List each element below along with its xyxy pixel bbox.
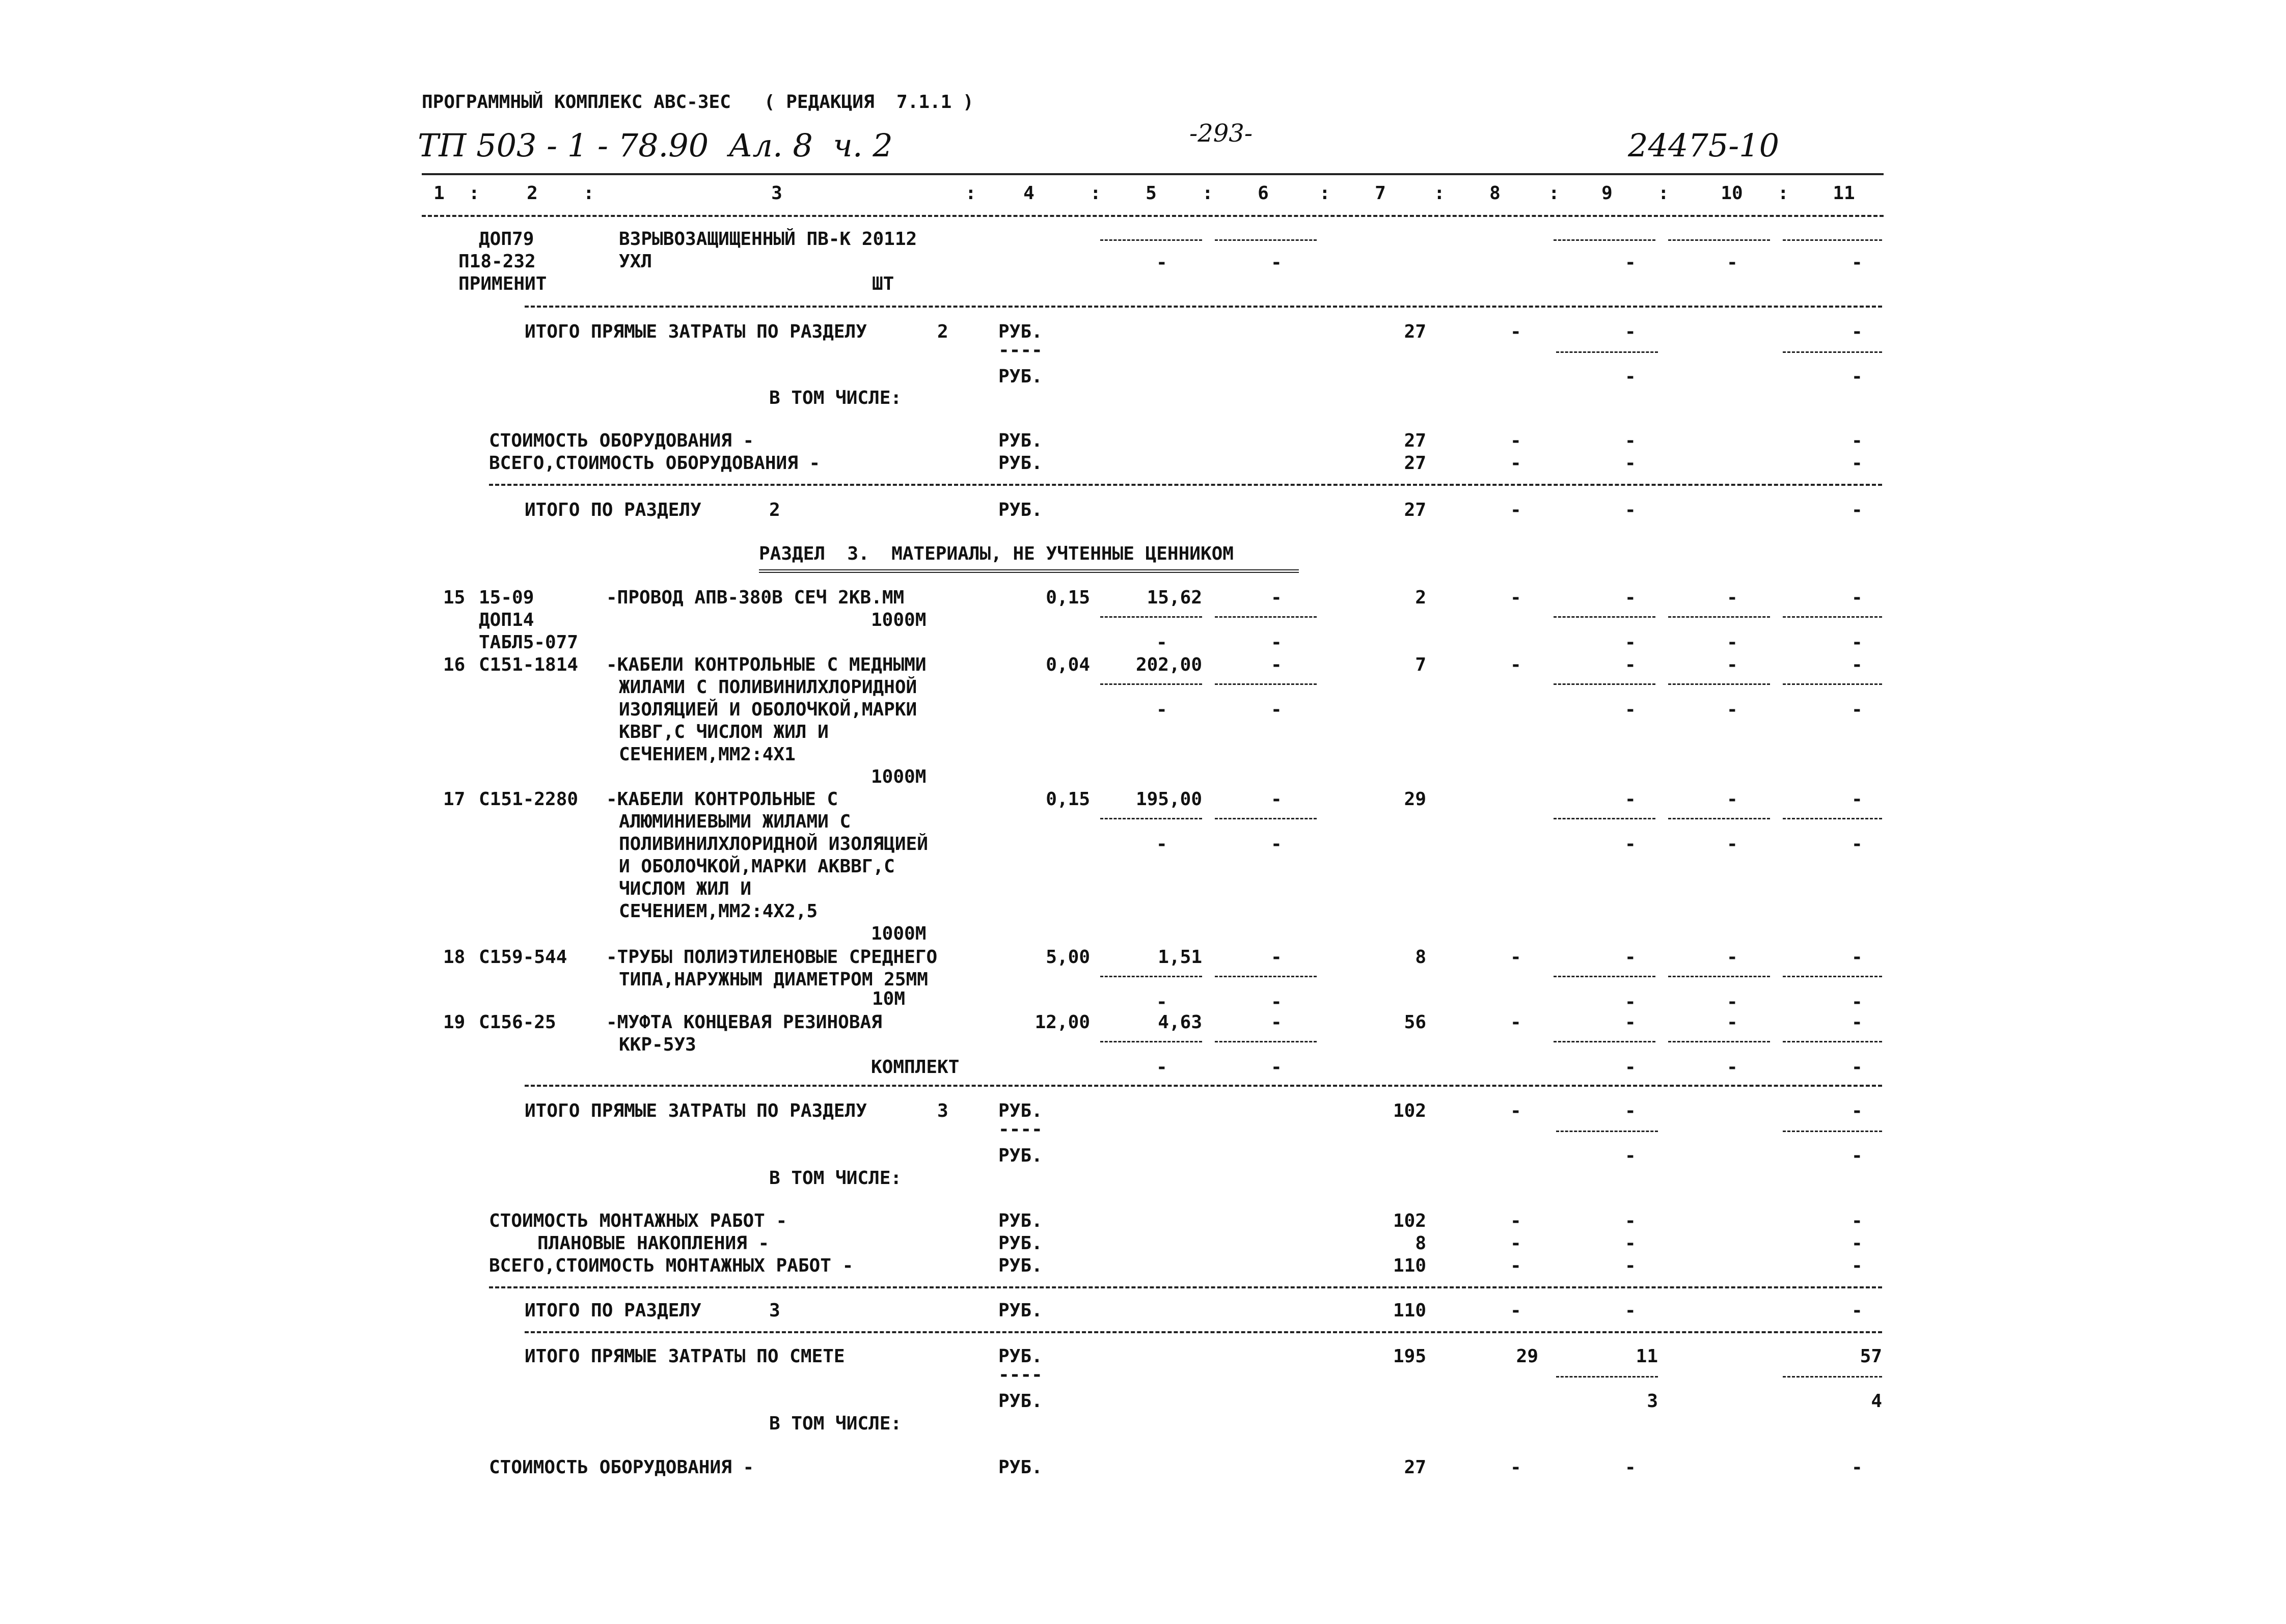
- col-separators: :: [1548, 183, 1560, 204]
- equipment-total-label: ВСЕГО,СТОИМОСТЬ ОБОРУДОВАНИЯ -: [489, 453, 821, 474]
- dash: -: [1852, 654, 1863, 675]
- item-name: ККР-5У3: [619, 1034, 696, 1055]
- currency: РУБ.: [998, 453, 1043, 474]
- item-name: СЕЧЕНИЕМ,ММ2:4Х2,5: [619, 901, 818, 922]
- item-code: ДОП79: [479, 229, 534, 250]
- cell-rule: [1783, 351, 1882, 353]
- item-code: ТАБЛ5-077: [479, 632, 579, 653]
- col-number: 8: [1489, 183, 1501, 204]
- col-number: 2: [527, 183, 538, 204]
- dash: -: [1852, 321, 1863, 342]
- dash: -: [1510, 500, 1521, 520]
- estimate-col11-sub: 4: [1871, 1391, 1882, 1412]
- estimate-col9-sub: 3: [1647, 1391, 1658, 1412]
- item-number: 16: [443, 654, 466, 675]
- item-number: 15: [443, 587, 466, 608]
- section-total-value: 110: [1393, 1300, 1426, 1321]
- item-total: 29: [1404, 789, 1426, 810]
- cell-rule: [1100, 616, 1202, 618]
- dash: -: [1510, 947, 1521, 968]
- dash: -: [1727, 992, 1738, 1012]
- inventory-number: 24475-10: [1628, 127, 1780, 164]
- cell-rule: [1556, 1131, 1658, 1132]
- planned-savings-value: 8: [1415, 1233, 1426, 1254]
- dash: -: [1156, 699, 1167, 720]
- section-total-no: 3: [769, 1300, 780, 1321]
- cell-rule: [1783, 1376, 1882, 1378]
- item-code: С156-25: [479, 1012, 556, 1033]
- dash: -: [1625, 947, 1636, 968]
- currency: РУБ.: [998, 366, 1043, 387]
- dash: -: [1271, 947, 1282, 968]
- item-name: ЧИСЛОМ ЖИЛ И: [619, 878, 752, 899]
- col-number: 11: [1833, 183, 1855, 204]
- dash: -: [1852, 1300, 1863, 1321]
- section-total-no: 2: [769, 500, 780, 520]
- row-rule: [489, 1286, 1882, 1288]
- dash: -: [1625, 1210, 1636, 1231]
- install-total-value: 110: [1393, 1255, 1426, 1276]
- col-number: 1: [433, 183, 445, 204]
- cell-rule: [1556, 351, 1658, 353]
- item-code: С151-1814: [479, 654, 579, 675]
- dash: -: [1625, 1057, 1636, 1078]
- dash: -: [1271, 834, 1282, 855]
- dash: -: [1625, 834, 1636, 855]
- dash: -: [1852, 1012, 1863, 1033]
- section-total-label: ИТОГО ПО РАЗДЕЛУ: [525, 1300, 701, 1321]
- item-total: 8: [1415, 947, 1426, 968]
- cell-rule: [1215, 818, 1317, 819]
- currency: РУБ.: [998, 321, 1043, 342]
- dash: -: [1852, 699, 1863, 720]
- item-price: 4,63: [1158, 1012, 1202, 1033]
- col-number: 4: [1023, 183, 1035, 204]
- cell-rule: [1215, 616, 1317, 618]
- item-total: 7: [1415, 654, 1426, 675]
- dash: -: [1625, 1300, 1636, 1321]
- item-unit: 1000М: [871, 766, 927, 787]
- dash: -: [1625, 789, 1636, 810]
- dash: -: [1852, 789, 1863, 810]
- row-rule: [525, 1331, 1882, 1333]
- dash: -: [1625, 1100, 1636, 1121]
- dash: -: [1852, 834, 1863, 855]
- item-name: -ПРОВОД АПВ-380В СЕЧ 2КВ.ММ: [606, 587, 905, 608]
- dash: -: [1852, 500, 1863, 520]
- item-name: СЕЧЕНИЕМ,ММ2:4Х1: [619, 744, 796, 765]
- row-rule: [525, 306, 1882, 308]
- item-total: 2: [1415, 587, 1426, 608]
- cell-rule: [1668, 976, 1770, 977]
- dash: -: [1625, 1145, 1636, 1166]
- estimate-col9: 11: [1636, 1346, 1658, 1367]
- col-number: 5: [1146, 183, 1157, 204]
- dash: -: [1852, 992, 1863, 1012]
- dash: -: [1727, 947, 1738, 968]
- cell-rule: [1783, 616, 1882, 618]
- col-separators: :: [1090, 183, 1101, 204]
- cell-rule: [1215, 239, 1317, 241]
- dash: -: [1156, 632, 1167, 653]
- cell-rule: [1668, 818, 1770, 819]
- item-name: -КАБЕЛИ КОНТРОЛЬНЫЕ С МЕДНЫМИ: [606, 654, 927, 675]
- item-unit: ШТ: [872, 273, 894, 294]
- dash: -: [1156, 252, 1167, 273]
- item-name: ЖИЛАМИ С ПОЛИВИНИЛХЛОРИДНОЙ: [619, 677, 917, 698]
- direct-cost-label: ИТОГО ПРЯМЫЕ ЗАТРАТЫ ПО РАЗДЕЛУ: [525, 1100, 867, 1121]
- estimate-equipment-label: СТОИМОСТЬ ОБОРУДОВАНИЯ -: [489, 1457, 754, 1478]
- dash: -: [1156, 1057, 1167, 1078]
- currency: РУБ.: [998, 1210, 1043, 1231]
- col-number: 10: [1721, 183, 1743, 204]
- dash: -: [1271, 252, 1282, 273]
- dash: -: [1510, 1457, 1521, 1478]
- dash: -: [1271, 992, 1282, 1012]
- dash: -: [1271, 789, 1282, 810]
- direct-cost-total: 27: [1404, 321, 1426, 342]
- cell-rule: [1556, 1376, 1658, 1378]
- dash: -: [1271, 632, 1282, 653]
- item-unit: 10М: [872, 988, 906, 1009]
- item-price: 195,00: [1135, 789, 1202, 810]
- col-separators: :: [1658, 183, 1669, 204]
- cell-rule: [1668, 239, 1770, 241]
- dash: -: [1510, 1210, 1521, 1231]
- program-title: ПРОГРАММНЫЙ КОМПЛЕКС АВС-3ЕС ( РЕДАКЦИЯ 7.1.1 ): [422, 92, 974, 113]
- dash: -: [1727, 699, 1738, 720]
- item-name: КВВГ,С ЧИСЛОМ ЖИЛ И: [619, 722, 829, 742]
- item-name: -МУФТА КОНЦЕВАЯ РЕЗИНОВАЯ: [606, 1012, 882, 1033]
- cell-rule: [1783, 683, 1882, 685]
- currency: РУБ.: [998, 1100, 1043, 1121]
- cell-rule: [1783, 976, 1882, 977]
- planned-savings-label: ПЛАНОВЫЕ НАКОПЛЕНИЯ -: [537, 1233, 770, 1254]
- cell-rule: [1668, 1041, 1770, 1042]
- dash: -: [1852, 1233, 1863, 1254]
- item-unit: 1000М: [871, 923, 927, 944]
- estimate-col7: 195: [1393, 1346, 1426, 1367]
- cell-rule: [1554, 1041, 1655, 1042]
- dash: -: [1271, 699, 1282, 720]
- col-separators: :: [965, 183, 976, 204]
- cell-rule: [1668, 616, 1770, 618]
- dash: -: [1510, 1300, 1521, 1321]
- col-number: 7: [1375, 183, 1386, 204]
- cell-rule: [1783, 1041, 1882, 1042]
- dash: -: [1852, 1255, 1863, 1276]
- dash: -: [1852, 1145, 1863, 1166]
- including-label: В ТОМ ЧИСЛЕ:: [769, 1168, 902, 1189]
- dash: -: [1510, 321, 1521, 342]
- dash: -: [1625, 1012, 1636, 1033]
- dash: -: [1727, 654, 1738, 675]
- item-price: 202,00: [1135, 654, 1202, 675]
- header-top-rule: [422, 173, 1884, 175]
- dash: -: [1727, 252, 1738, 273]
- dash: -: [1625, 1457, 1636, 1478]
- dash: -: [1625, 654, 1636, 675]
- dash: -: [1625, 632, 1636, 653]
- dash: -: [1852, 1457, 1863, 1478]
- cell-rule: [1100, 976, 1202, 977]
- estimate-col8: 29: [1516, 1346, 1538, 1367]
- item-number: 18: [443, 947, 466, 968]
- dash: -: [1727, 834, 1738, 855]
- cell-rule: [1783, 818, 1882, 819]
- item-quantity: 0,15: [1046, 789, 1090, 810]
- item-name: АЛЮМИНИЕВЫМИ ЖИЛАМИ С: [619, 811, 851, 832]
- item-name: ТИПА,НАРУЖНЫМ ДИАМЕТРОМ 25ММ: [619, 969, 928, 990]
- dash: -: [1852, 632, 1863, 653]
- section-total-label: ИТОГО ПО РАЗДЕЛУ: [525, 500, 701, 520]
- dash: -: [1727, 789, 1738, 810]
- dash: -: [1852, 1100, 1863, 1121]
- dash: -: [1625, 1255, 1636, 1276]
- cell-rule: [1554, 818, 1655, 819]
- install-total-label: ВСЕГО,СТОИМОСТЬ МОНТАЖНЫХ РАБОТ -: [489, 1255, 854, 1276]
- cell-rule: [1554, 239, 1655, 241]
- dash: -: [1156, 834, 1167, 855]
- item-name: ИЗОЛЯЦИЕЙ И ОБОЛОЧКОЙ,МАРКИ: [619, 699, 917, 720]
- col-separators: :: [1319, 183, 1330, 204]
- dash: -: [1510, 453, 1521, 474]
- estimate-col11: 57: [1860, 1346, 1882, 1367]
- item-price: 15,62: [1147, 587, 1202, 608]
- col-separators: :: [583, 183, 594, 204]
- col-separators: :: [1202, 183, 1213, 204]
- dash: -: [1625, 699, 1636, 720]
- col-number: 9: [1601, 183, 1613, 204]
- item-name: УХЛ: [619, 251, 652, 272]
- section-title-underline: [759, 569, 1299, 573]
- row-rule: [489, 484, 1882, 486]
- row-rule: [525, 1085, 1882, 1087]
- item-quantity: 0,04: [1046, 654, 1090, 675]
- including-label: В ТОМ ЧИСЛЕ:: [769, 388, 902, 408]
- cell-rule: [1554, 976, 1655, 977]
- item-code: ПРИМЕНИТ: [458, 273, 547, 294]
- dash: -: [1510, 654, 1521, 675]
- currency: РУБ.: [998, 1233, 1043, 1254]
- item-code: П18-232: [458, 251, 536, 272]
- cell-rule: [1668, 683, 1770, 685]
- currency: РУБ.: [998, 1145, 1043, 1166]
- item-name: ПОЛИВИНИЛХЛОРИДНОЙ ИЗОЛЯЦИЕЙ: [619, 834, 928, 855]
- dash: -: [1156, 992, 1167, 1012]
- equipment-cost-label: СТОИМОСТЬ ОБОРУДОВАНИЯ -: [489, 430, 754, 451]
- currency: РУБ.: [998, 500, 1043, 520]
- dash: -: [1510, 587, 1521, 608]
- dash: -: [1510, 1233, 1521, 1254]
- currency-dash: ----: [998, 1364, 1043, 1385]
- dash: -: [1271, 654, 1282, 675]
- dash: -: [1852, 453, 1863, 474]
- currency: РУБ.: [998, 1255, 1043, 1276]
- section-title: РАЗДЕЛ 3. МАТЕРИАЛЫ, НЕ УЧТЕННЫЕ ЦЕННИКОМ: [759, 543, 1234, 564]
- currency: РУБ.: [998, 1457, 1043, 1478]
- dash: -: [1271, 587, 1282, 608]
- col-number: 6: [1258, 183, 1269, 204]
- header-bottom-rule: [422, 215, 1884, 217]
- cell-rule: [1554, 616, 1655, 618]
- dash: -: [1625, 430, 1636, 451]
- item-code: С151-2280: [479, 789, 579, 810]
- item-unit: КОМПЛЕКТ: [871, 1057, 960, 1078]
- direct-cost-section: 3: [937, 1100, 948, 1121]
- dash: -: [1510, 1012, 1521, 1033]
- direct-cost-total: 102: [1393, 1100, 1426, 1121]
- including-label: В ТОМ ЧИСЛЕ:: [769, 1413, 902, 1434]
- item-price: 1,51: [1158, 947, 1202, 968]
- item-quantity: 5,00: [1046, 947, 1090, 968]
- cell-rule: [1100, 818, 1202, 819]
- item-total: 56: [1404, 1012, 1426, 1033]
- dash: -: [1852, 252, 1863, 273]
- col-separators: :: [1778, 183, 1789, 204]
- dash: -: [1727, 587, 1738, 608]
- dash: -: [1510, 430, 1521, 451]
- item-name: -КАБЕЛИ КОНТРОЛЬНЫЕ С: [606, 789, 838, 810]
- estimate-direct-label: ИТОГО ПРЯМЫЕ ЗАТРАТЫ ПО СМЕТЕ: [525, 1346, 845, 1367]
- cell-rule: [1215, 976, 1317, 977]
- direct-cost-label: ИТОГО ПРЯМЫЕ ЗАТРАТЫ ПО РАЗДЕЛУ: [525, 321, 867, 342]
- dash: -: [1510, 1100, 1521, 1121]
- item-name: ВЗРЫВОЗАЩИЩЕННЫЙ ПВ-К 20112: [619, 229, 917, 250]
- cell-rule: [1215, 1041, 1317, 1042]
- currency-dash: ----: [998, 340, 1043, 361]
- col-separators: :: [1434, 183, 1445, 204]
- currency: РУБ.: [998, 1346, 1043, 1367]
- currency: РУБ.: [998, 430, 1043, 451]
- page-number: -293-: [1189, 119, 1253, 148]
- dash: -: [1727, 632, 1738, 653]
- currency: РУБ.: [998, 1300, 1043, 1321]
- dash: -: [1852, 1057, 1863, 1078]
- equipment-total-value: 27: [1404, 453, 1426, 474]
- install-cost-label: СТОИМОСТЬ МОНТАЖНЫХ РАБОТ -: [489, 1210, 787, 1231]
- dash: -: [1852, 1210, 1863, 1231]
- cell-rule: [1783, 239, 1882, 241]
- col-number: 3: [771, 183, 782, 204]
- dash: -: [1852, 430, 1863, 451]
- cell-rule: [1100, 239, 1202, 241]
- section-total-value: 27: [1404, 500, 1426, 520]
- dash: -: [1852, 366, 1863, 387]
- direct-cost-section: 2: [937, 321, 948, 342]
- dash: -: [1727, 1012, 1738, 1033]
- item-quantity: 12,00: [1035, 1012, 1090, 1033]
- item-number: 19: [443, 1012, 466, 1033]
- item-code: ДОП14: [479, 610, 534, 630]
- dash: -: [1625, 252, 1636, 273]
- estimate-equipment-value: 27: [1404, 1457, 1426, 1478]
- cell-rule: [1215, 683, 1317, 685]
- dash: -: [1271, 1057, 1282, 1078]
- item-code: С159-544: [479, 947, 567, 968]
- dash: -: [1271, 1012, 1282, 1033]
- item-name: -ТРУБЫ ПОЛИЭТИЛЕНОВЫЕ СРЕДНЕГО: [606, 947, 938, 968]
- cell-rule: [1100, 1041, 1202, 1042]
- item-number: 17: [443, 789, 466, 810]
- currency-dash: ----: [998, 1119, 1043, 1140]
- install-cost-value: 102: [1393, 1210, 1426, 1231]
- dash: -: [1510, 1255, 1521, 1276]
- item-code: 15-09: [479, 587, 534, 608]
- dash: -: [1852, 587, 1863, 608]
- dash: -: [1727, 1057, 1738, 1078]
- dash: -: [1625, 453, 1636, 474]
- item-quantity: 0,15: [1046, 587, 1090, 608]
- dash: -: [1852, 947, 1863, 968]
- equipment-cost-value: 27: [1404, 430, 1426, 451]
- dash: -: [1625, 587, 1636, 608]
- dash: -: [1625, 1233, 1636, 1254]
- cell-rule: [1554, 683, 1655, 685]
- cell-rule: [1783, 1131, 1882, 1132]
- cell-rule: [1100, 683, 1202, 685]
- item-name: И ОБОЛОЧКОЙ,МАРКИ АКВВГ,С: [619, 856, 895, 877]
- doc-code: ТП 503 - 1 - 78.90 Ал. 8 ч. 2: [418, 127, 893, 164]
- dash: -: [1625, 992, 1636, 1012]
- dash: -: [1625, 500, 1636, 520]
- col-separators: :: [469, 183, 480, 204]
- item-unit: 1000М: [871, 610, 927, 630]
- dash: -: [1625, 366, 1636, 387]
- dash: -: [1625, 321, 1636, 342]
- currency: РУБ.: [998, 1391, 1043, 1412]
